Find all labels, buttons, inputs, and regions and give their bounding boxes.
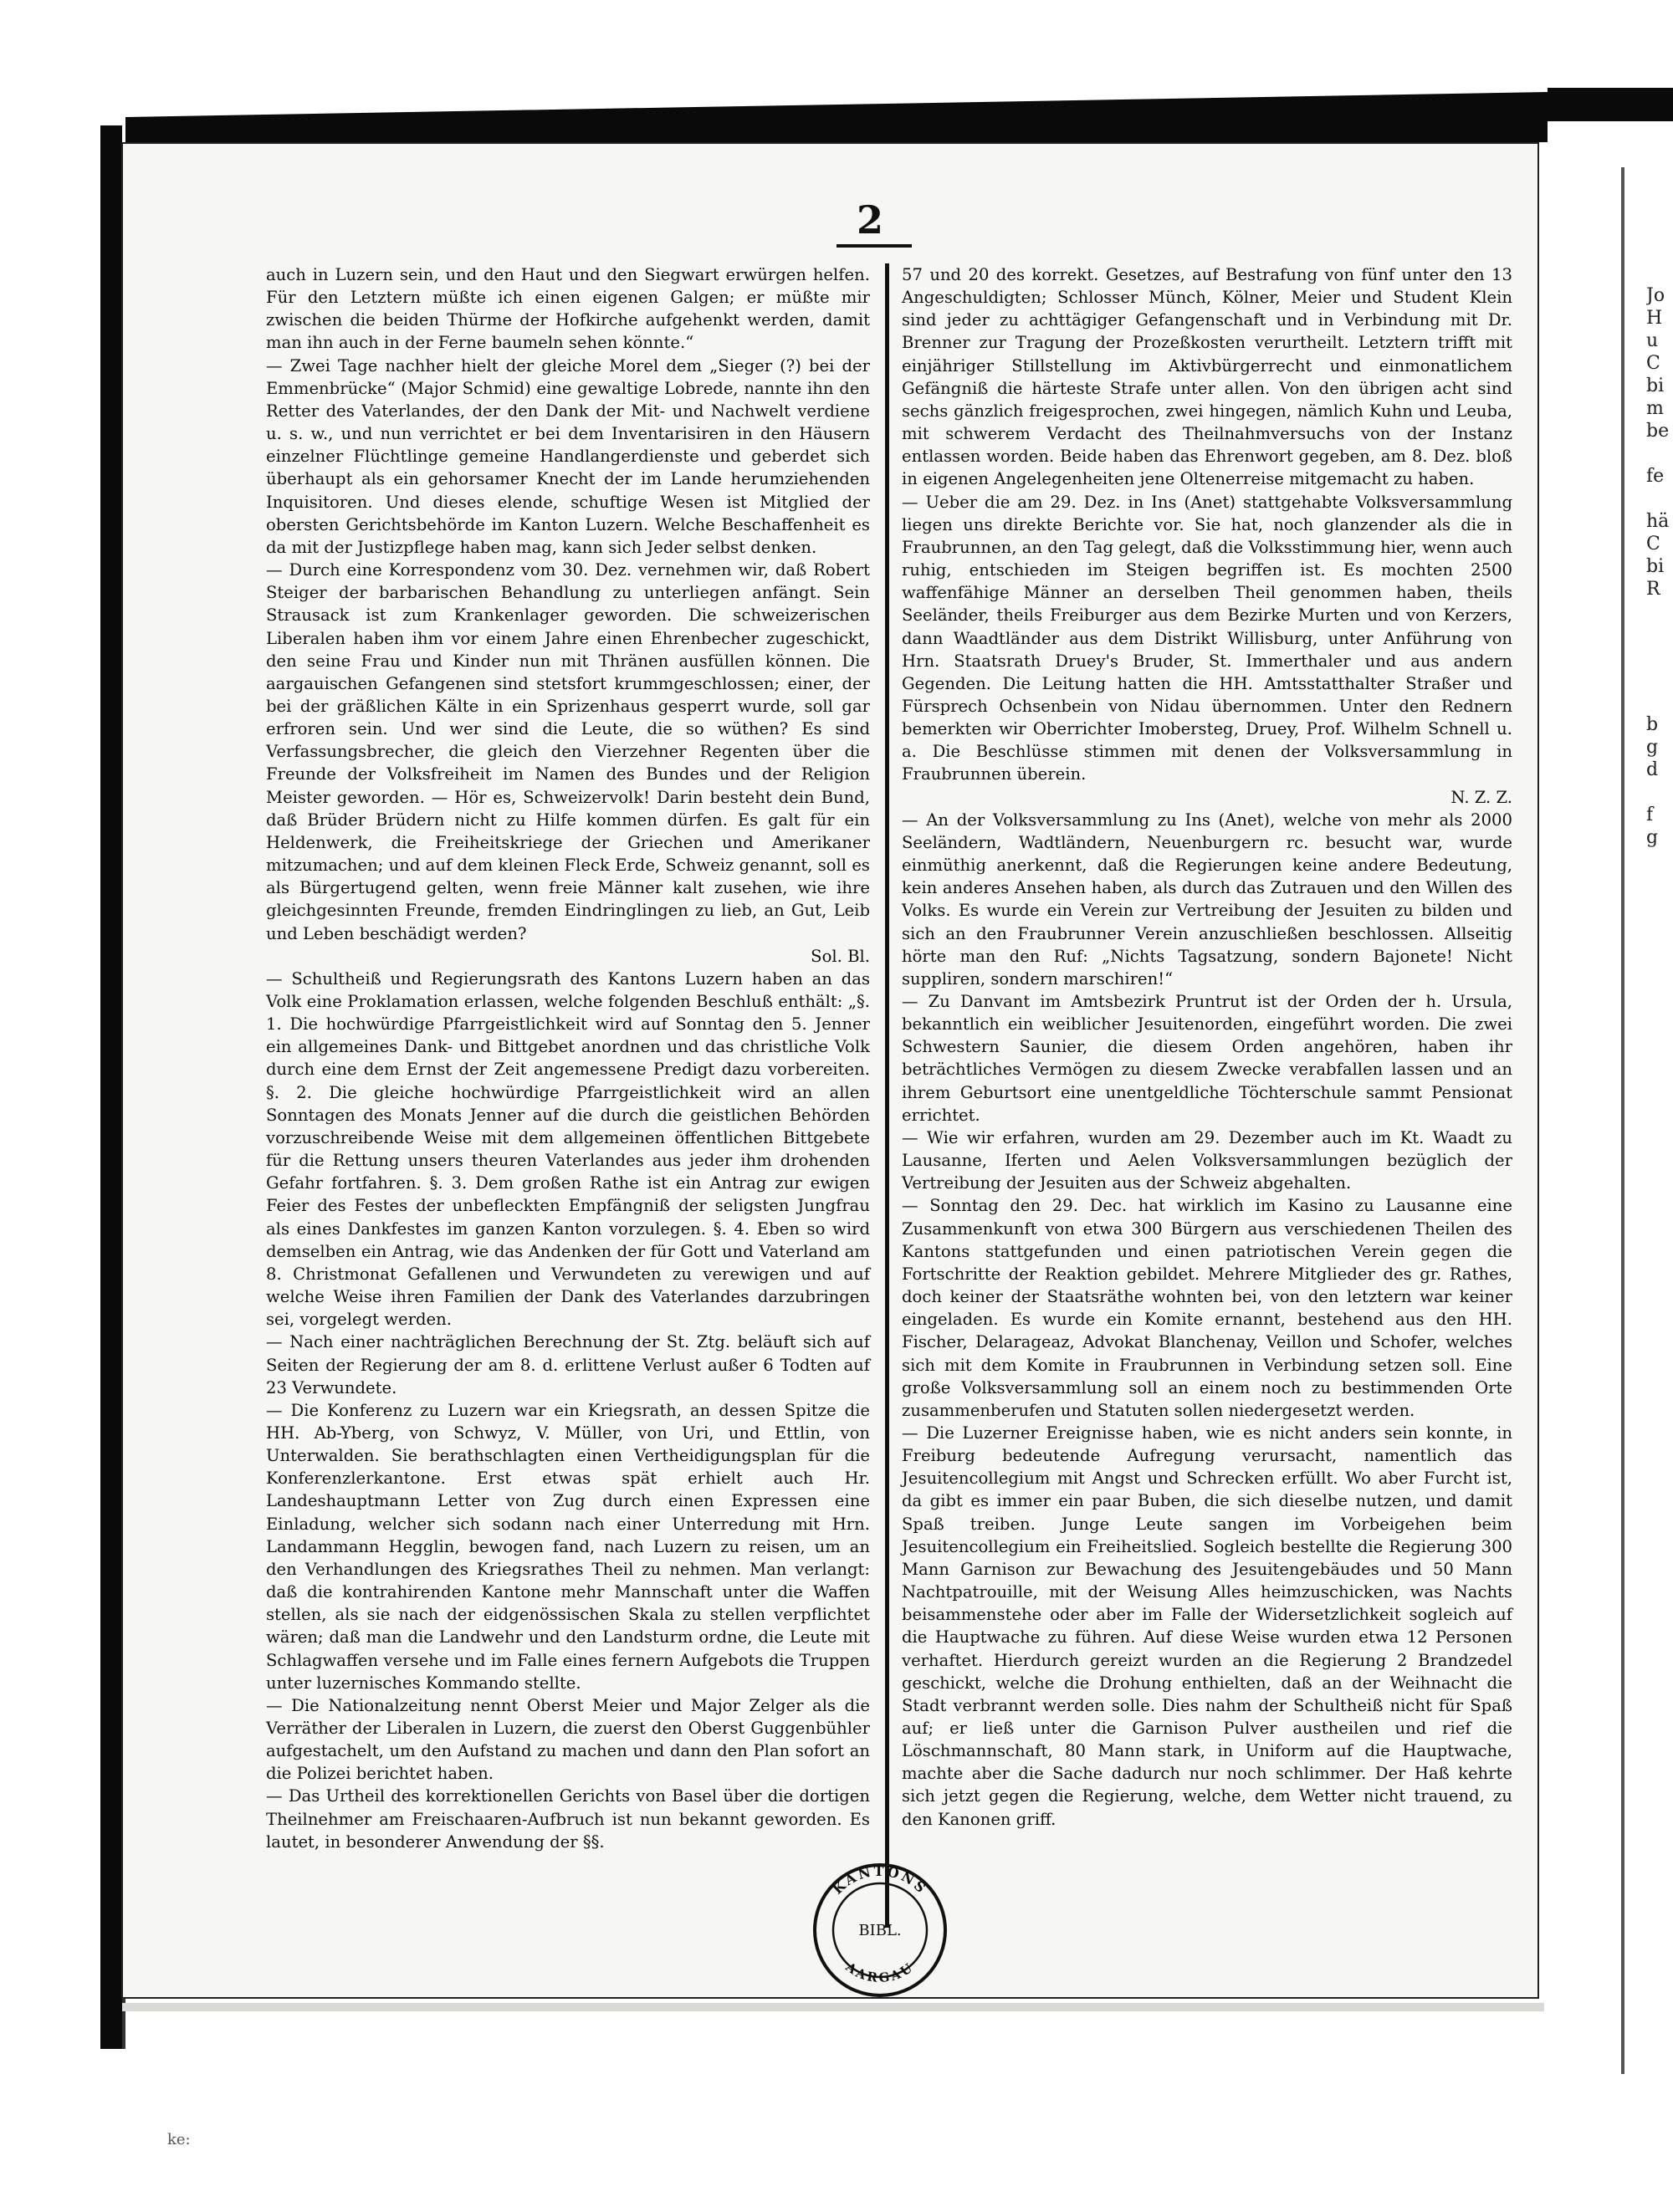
stamp-text-bottom: AARGAU — [842, 1959, 918, 1986]
article-right-0: 57 und 20 des korrekt. Gesetzes, auf Bestrafung von fünf unter den 13 Angeschuldigten; Schlosser Münch, Kölner, Meier und Student Klein sind jeder zu achttägiger Gefangenschaft und in Verbindung mit Dr. Brenner zur Tragung der Prozeßkosten verurtheilt. Letztern trifft mit einjähriger Stillstellung im Aktivbürgerrecht und einmonatlichem Gefängniß die härteste Strafe unter allen. Von den übrigen acht sind sechs gänzlich freigesprochen, zwei hingegen, nämlich Kuhn und Leuba, mit schwerem Verdacht des Theilnahmversuchs von der Instanz entlassen worden. Beide haben das Ehrenwort gegeben, am 8. Dez. bloß in eigenen Angelegenheiten jene Oltenerreise mitgemacht zu haben. — [902, 265, 1512, 489]
article-right-7: — Die Luzerner Ereignisse haben, wie es nicht anders sein konnte, in Freiburg bedeutende Aufregung verursacht, namentlich das Jesuitencollegium mit Angst und Schrecken erfüllt. Wo aber Furcht ist, da gibt es immer ein paar Buben, die sich dieselbe nutzen, und damit Spaß treiben. Junge Leute sangen im Vorbeigehen beim Jesuitencollegium ein Freiheitslied. Sogleich bestellte die Regierung 300 Mann Garnison zur Bewachung des Jesuitengebäudes und 50 Mann Nachtpatrouille, mit der Weisung Alles heimzuschicken, was Nachts beisammenstehe oder aber im Falle der Widersetzlichkeit sogleich auf die Hauptwache zu führen. Auf diese Weise wurden etwa 12 Personen verhaftet. Hierdurch gereizt wurden an die Regierung 2 Brandzedel geschickt, welche die Drohung enthielten, daß an der Weihnacht die Stadt verbrannt werden solle. Dies nahm der Schultheiß nicht für Spaß auf; er ließ unter die Garnison Pulver austheilen und rief die Löschmannschaft, 80 Mann stark, in Uniform auf die Hauptwache, machte aber die Sache dadurch nur noch schlimmer. Der Haß kehrte sich jetzt gegen die Regierung, welche, dem Wetter nicht trauend, zu den Kanonen griff. — [902, 1423, 1512, 1829]
page-number: 2 — [856, 197, 883, 243]
article-right-3: — An der Volksversammlung zu Ins (Anet), welche von mehr als 2000 Seeländern, Wadtländern, Neuenburgern rc. besucht war, wurde einmüthig anerkennt, daß die Regierungen keine andere Bedeutung, kein anderes Ansehen haben, als durch das Zutrauen und den Willen des Volks. Es wurde ein Verein zur Vertreibung der Jesuiten zu bilden und sich an den Fraubrunner Verein anzuschließen beschlossen. Allseitig hörte man den Ruf: „Nichts Tagsatzung, sondern Bajonete! Nicht suppliren, sondern marschiren!“ — [902, 810, 1512, 989]
source-signature-sol-bl: Sol. Bl. — [811, 946, 870, 966]
article-right-4: — Zu Danvant im Amtsbezirk Pruntrut ist der Orden der h. Ursula, bekanntlich ein weiblicher Jesuitenorden, eingeführt worden. Die zwei Schwestern Saunier, die diesem Orden angehören, haben ihr beträchtliches Vermögen zu diesem Zwecke verabfallen lassen und an ihrem Geburtsort eine unentgeldliche Töchterschule sammt Pensionat errichtet. — [902, 992, 1512, 1125]
source-signature-nzz: N. Z. Z. — [1450, 787, 1512, 807]
article-left-5: — Nach einer nachträglichen Berechnung der St. Ztg. beläuft sich auf Seiten der Regierung der am 8. d. erlittene Verlust außer 6 Todten auf 23 Verwundete. — [266, 1332, 870, 1397]
stamp-text-center: BIBL. — [858, 1922, 902, 1939]
article-right-6: — Sonntag den 29. Dec. hat wirklich im Kasino zu Lausanne eine Zusammenkunft von etwa 300 Bürgern aus verschiedenen Theilen des Kantons stattgefunden und einen patriotischen Verein gegen die Fortschritte der Reaktion gebildet. Mehrere Mitglieder des gr. Rathes, doch keiner der Staatsräthe wohnten bei, von den letztern war keiner eingeladen. Es wurde ein Komite ernannt, bestehend aus den HH. Fischer, Delarageaz, Advokat Blanchenay, Veillon und Schofer, welches sich mit dem Komite in Fraubrunnen in Verbindung setzen soll. Eine große Volksversammlung soll an einem noch zu bestimmenden Orte zusammenberufen und Statuten sollen niedergesetzt werden. — [902, 1196, 1512, 1420]
article-left-4: — Schultheiß und Regierungsrath des Kantons Luzern haben an das Volk eine Proklamation erlassen, welche folgenden Beschluß enthält: „§. 1. Die hochwürdige Pfarrgeistlichkeit wird auf Sonntag den 5. Jenner ein allgemeines Dank- und Bittgebet anordnen und das christliche Volk durch eine dem Ernst der Zeit angemessene Predigt dazu vorbereiten. §. 2. Die gleiche hochwürdige Pfarrgeistlichkeit wird an allen Sonntagen des Monats Jenner auf die durch die geistlichen Behörden vorzuschreibende Weise mit dem allgemeinen öffentlichen Bittgebete für die Rettung unsers theuren Vaterlandes aus jeder ihm drohenden Gefahr fortfahren. §. 3. Dem großen Rathe ist ein Antrag zur ewigen Feier des Festes der unbefleckten Empfängniß der seligsten Jungfrau als eines Dankfestes im ganzen Kanton vorzulegen. §. 4. Eben so wird demselben ein Antrag, wie das Andenken der für Gott und Vaterland am 8. Christmonat Gefallenen und Verwundeten zu verewigen und auf welche Weise ihren Familien der Dank des Vaterlandes darzubringen sei, vorgelegt werden. — [266, 968, 870, 1330]
article-left-8: — Das Urtheil des korrektionellen Gerichts von Basel über die dortigen Theilnehmer am Freischaaren-Aufbruch ist nun bekannt geworden. Es lautet, in besonderer Anwendung der §§. — [266, 1786, 870, 1852]
page-number-rule — [836, 244, 912, 248]
adjacent-page-edge-text: Jo H u C bi m be fe hä C bi R b g d f g — [1646, 285, 1670, 848]
corner-mark: ke: — [167, 2131, 191, 2148]
article-left-2: — Durch eine Korrespondenz vom 30. Dez. vernehmen wir, daß Robert Steiger der barbarischen Behandlung zu unterliegen anfängt. Sein Strausack ist zum Krankenlager geworden. Die schweizerischen Liberalen haben ihm vor einem Jahre einen Ehrenbecher zugeschickt, den seine Frau und Kinder nun mit Thränen ausfüllen können. Die aargauischen Gefangenen sind stetsfort krummgeschlossen; einer, der bei der gräßlichen Kälte in ein Sprizenhaus gesperrt wurde, soll gar erfroren sein. Und wer sind die Leute, die so wüthen? Es sind Verfassungsbrecher, die gleich den Vierzehner Regenten über die Freunde der Volksfreiheit im Namen des Bundes und der Religion Meister geworden. — Hör es, Schweizervolk! Darin besteht dein Bund, daß Brüder Brüdern nicht zu Hilfe kommen dürfen. Es galt für ein Heldenwerk, die Freiheitskriege der Griechen und Amerikaner mitzumachen; und auf dem kleinen Fleck Erde, Schweiz genannt, soll es als Bürgertugend gelten, wenn freie Männer kalt zusehen, wie ihre gleichgesinnten Freunde, fremden Eindringlingen zu lieb, an Gut, Leib und Leben beschädigt werden? — [266, 560, 870, 943]
svg-text:KANTONS — [830, 1863, 931, 1898]
svg-text:AARGAU — [842, 1959, 917, 1985]
column-divider — [885, 263, 889, 1928]
left-column — [266, 263, 870, 1853]
article-right-5: — Wie wir erfahren, wurden am 29. Dezember auch im Kt. Waadt zu Lausanne, Iferten und Aelen Volksversammlungen bezüglich der Vertreibung der Jesuiten aus der Schweiz abgehalten. — [902, 1127, 1512, 1193]
library-stamp — [805, 1855, 955, 2005]
stamp-text-top: KANTONS — [829, 1862, 931, 1898]
right-column — [902, 263, 1512, 1831]
article-left-7: — Die Nationalzeitung nennt Oberst Meier und Major Zelger als die Verräther der Liberalen in Luzern, die zuerst den Oberst Guggenbühler aufgestachelt, um den Aufstand zu machen und dann den Plan sofort an die Polizei berichtet haben. — [266, 1695, 870, 1784]
article-right-1: — Ueber die am 29. Dez. in Ins (Anet) stattgehabte Volksversammlung liegen uns direkte Berichte vor. Sie hat, noch glanzender als die in Fraubrunnen, an den Tag gelegt, daß die Volksstimmung hier, wenn auch ruhig, entschieden im Steigen begriffen ist. Es mochten 2500 waffenfähige Männer an derselben Theil genommen haben, theils Seeländer, theils Freiburger aus dem Bezirke Murten und von Kerzers, dann Waadtländer aus dem Distrikt Willisburg, unter Anführung von Hrn. Staatsrath Druey's Bruder, St. Immerthaler und aus andern Gegenden. Die Leitung hatten die HH. Amtsstatthalter Straßer und Fürsprech Ochsenbein von Nidau übernommen. Unter den Rednern bemerkten wir Oberrichter Imobersteg, Druey, Prof. Wilhelm Schnell u. a. Die Beschlüsse stimmen mit denen der Volksversammlung in Fraubrunnen überein. — [902, 492, 1512, 784]
article-left-1: — Zwei Tage nachher hielt der gleiche Morel dem „Sieger (?) bei der Emmenbrücke“ (Major Schmid) eine gewaltige Lobrede, nannte ihn den Retter des Vaterlandes, der den Dank der Mit- und Nachwelt verdiene u. s. w., und nun verrichtet er bei dem Inventarisiren in den Häusern einzelner Flüchtlinge gemeine Handlangerdienste und geberdet sich überhaupt als ein gehorsamer Knecht der im Lande herumziehenden Inquisitoren. Und dieses elende, schuftige Wesen ist Mitglied der obersten Gerichtsbehörde im Kanton Luzern. Welche Beschaffenheit es da mit der Justizpflege haben mag, kann sich Jeder selbst denken. — [266, 355, 870, 557]
article-left-0: auch in Luzern sein, und den Haut und den Siegwart erwürgen helfen. Für den Letztern müßte ich einen eigenen Galgen; er müßte mir zwischen die beiden Thürme der Hofkirche aufgehenkt werden, damit man ihn auch in der Ferne baumeln sehen könnte.“ — [266, 265, 870, 353]
article-left-6: — Die Konferenz zu Luzern war ein Kriegsrath, an dessen Spitze die HH. Ab-Yberg, von Schwyz, V. Müller, von Uri, und Ettlin, von Unterwalden. Sie berathschlagten einen Vertheidigungsplan für die Konferenzlerkantone. Erst etwas spät erhielt auch Hr. Landeshauptmann Letter von Zug durch einen Expressen eine Einladung, welcher sich sodann nach einer Unterredung mit Hrn. Landammann Hegglin, bewogen fand, nach Luzern zu reisen, um an den Verhandlungen des Kriegsrathes Theil zu nehmen. Man verlangt: daß die kontrahirenden Kantone mehr Mannschaft unter die Waffen stellen, als sie nach der eidgenössischen Skala zu stellen verpflichtet wären; daß man die Landwehr und den Landsturm ordne, die Leute mit Schlagwaffen versehe und im Falle eines fernern Aufgebots die Truppen unter luzernisches Kommando stellte. — [266, 1400, 870, 1693]
